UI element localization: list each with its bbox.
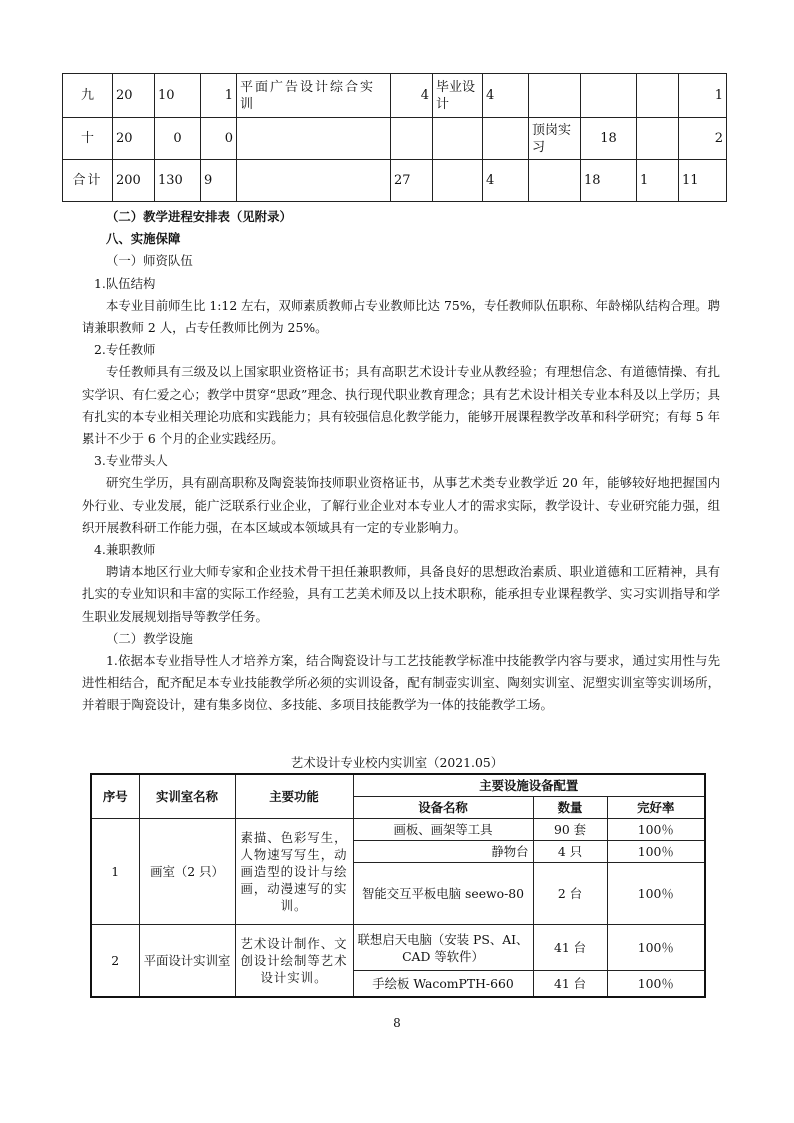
table-row bbox=[91, 819, 705, 841]
table-row bbox=[63, 74, 727, 118]
equipment-condition: 100％ bbox=[607, 925, 705, 971]
paragraph: 研究生学历，具有副高职称及陶瓷装饰技师职业资格证书，从事艺术类专业教学近 20 年，能够较好地把握国内外行业、专业发展，能广泛联系行业企业，了解行业企业对本专业人才的需求实际，教学设计、专业研究能力强，组织开展教科研工作能力强，在本区域或本领域具有一定的专业影响力。 bbox=[82, 475, 720, 535]
table-cell: 20 bbox=[113, 74, 155, 118]
paragraph: 专任教师具有三级及以上国家职业资格证书；具有高职艺术设计专业从教经验；有理想信念、有道德情操、有扎实学识、有仁爱之心；教学中贯穿“思政”理念、执行现代职业教育理念；具有艺术设计相关专业本科及以上学历；具有扎实的本专业相关理论功底和实践能力；具有较强信息化教学能力，能够开展课程教学改革和科学研究；有每 5 年累计不少于 6 个月的企业实践经历。 bbox=[82, 364, 720, 447]
table-row bbox=[63, 118, 727, 160]
header-condition: 完好率 bbox=[607, 797, 705, 819]
table-cell: 1 bbox=[201, 74, 237, 118]
paragraph: 本专业目前师生比 1:12 左右，双师素质教师占专业教师比达 75%，专任教师队伍职称、年龄梯队结构合理。聘请兼职教师 2 人，占专任教师比例为 25%。 bbox=[82, 297, 720, 336]
table-cell: 130 bbox=[155, 160, 201, 202]
table-cell: 1 bbox=[679, 74, 727, 118]
page-number: 8 bbox=[393, 1016, 401, 1030]
table-cell: 10 bbox=[155, 74, 201, 118]
schedule-table bbox=[62, 73, 727, 202]
table-cell bbox=[637, 74, 679, 118]
header-equipment-name: 设备名称 bbox=[353, 797, 533, 819]
table-cell bbox=[637, 118, 679, 160]
subsection-heading: 1.队伍结构 bbox=[94, 275, 156, 291]
equipment-condition: 100％ bbox=[607, 841, 705, 863]
table-cell: 20 bbox=[113, 118, 155, 160]
equipment-quantity: 2 台 bbox=[533, 863, 607, 925]
table-caption: 艺术设计专业校内实训室（2021.05） bbox=[290, 755, 504, 770]
subsection-heading: （一）师资队伍 bbox=[106, 253, 193, 269]
table-cell: 4 bbox=[483, 74, 529, 118]
table-cell bbox=[581, 74, 637, 118]
table-cell: 18 bbox=[581, 118, 637, 160]
row-name: 画室（2 只） bbox=[139, 819, 235, 925]
lab-table bbox=[90, 773, 706, 998]
table-cell: 毕业设计 bbox=[433, 74, 483, 118]
table-row bbox=[91, 925, 705, 971]
equipment-condition: 100％ bbox=[607, 819, 705, 841]
table-cell: 顶岗实习 bbox=[529, 118, 581, 160]
equipment-quantity: 41 台 bbox=[533, 971, 607, 997]
table-cell: 4 bbox=[483, 160, 529, 202]
header-function: 主要功能 bbox=[235, 774, 353, 819]
row-no: 1 bbox=[91, 819, 139, 925]
equipment-quantity: 41 台 bbox=[533, 925, 607, 971]
table-cell: 平面广告设计综合实训 bbox=[237, 74, 391, 118]
header-name: 实训室名称 bbox=[139, 774, 235, 819]
table-cell bbox=[483, 118, 529, 160]
row-name: 平面设计实训室 bbox=[139, 925, 235, 997]
header-equipment-group: 主要设施设备配置 bbox=[353, 774, 705, 797]
row-no: 2 bbox=[91, 925, 139, 997]
table-cell: 200 bbox=[113, 160, 155, 202]
table-cell: 1 bbox=[637, 160, 679, 202]
table-cell bbox=[433, 118, 483, 160]
table-cell: 4 bbox=[391, 74, 433, 118]
equipment-name: 手绘板 WacomPTH-660 bbox=[353, 971, 533, 997]
equipment-name: 画板、画架等工具 bbox=[353, 819, 533, 841]
subsection-heading: （二）教学设施 bbox=[106, 630, 193, 646]
row-function: 艺术设计制作、文创设计绘制等艺术设计实训。 bbox=[235, 925, 353, 997]
table-cell bbox=[237, 160, 391, 202]
header-quantity: 数量 bbox=[533, 797, 607, 819]
table-cell bbox=[391, 118, 433, 160]
row-function: 素描、色彩写生，人物速写写生，动画造型的设计与绘画，动漫速写的实训。 bbox=[235, 819, 353, 925]
equipment-quantity: 90 套 bbox=[533, 819, 607, 841]
table-cell: 9 bbox=[201, 160, 237, 202]
table-cell: 合计 bbox=[63, 160, 113, 202]
table-cell: 2 bbox=[679, 118, 727, 160]
table-cell bbox=[237, 118, 391, 160]
table-cell bbox=[433, 160, 483, 202]
body-text bbox=[82, 206, 720, 717]
table-cell bbox=[529, 160, 581, 202]
table-cell bbox=[529, 74, 581, 118]
paragraph: 聘请本地区行业大师专家和企业技术骨干担任兼职教师，具备良好的思想政治素质、职业道德和工匠精神，具有扎实的专业知识和丰富的实际工作经验，具有工艺美术师及以上技术职称，能承担专业课程教学、实习实训指导和学生职业发展规划指导等教学任务。 bbox=[82, 564, 720, 624]
subsection-heading: 2.专任教师 bbox=[94, 342, 156, 358]
subsection-heading: 4.兼职教师 bbox=[94, 542, 156, 558]
equipment-name: 智能交互平板电脑 seewo-80 bbox=[353, 863, 533, 925]
table-cell: 11 bbox=[679, 160, 727, 202]
section-heading: 八、实施保障 bbox=[106, 231, 181, 247]
table-header-row bbox=[91, 774, 705, 797]
equipment-condition: 100％ bbox=[607, 863, 705, 925]
table-cell: 十 bbox=[63, 118, 113, 160]
table-cell: 0 bbox=[201, 118, 237, 160]
header-no: 序号 bbox=[91, 774, 139, 819]
table-cell: 0 bbox=[155, 118, 201, 160]
subsection-heading: 3.专业带头人 bbox=[94, 453, 168, 469]
equipment-name: 静物台 bbox=[353, 841, 533, 863]
table-cell: 九 bbox=[63, 74, 113, 118]
equipment-condition: 100％ bbox=[607, 971, 705, 997]
equipment-name: 联想启天电脑（安装 PS、AI、CAD 等软件） bbox=[353, 925, 533, 971]
paragraph: 1.依据本专业指导性人才培养方案，结合陶瓷设计与工艺技能教学标准中技能教学内容与要求，通过实用性与先进性相结合，配齐配足本专业技能教学所必须的实训设备，配有制壶实训室、陶刻实训室、泥塑实训室等实训场所，并着眼于陶瓷设计，建有集多岗位、多技能、多项目技能教学为一体的技能教学工场。 bbox=[82, 653, 720, 713]
table-row bbox=[63, 160, 727, 202]
section-heading: （二）教学进程安排表（见附录） bbox=[106, 209, 292, 224]
table-cell: 18 bbox=[581, 160, 637, 202]
equipment-quantity: 4 只 bbox=[533, 841, 607, 863]
table-cell: 27 bbox=[391, 160, 433, 202]
